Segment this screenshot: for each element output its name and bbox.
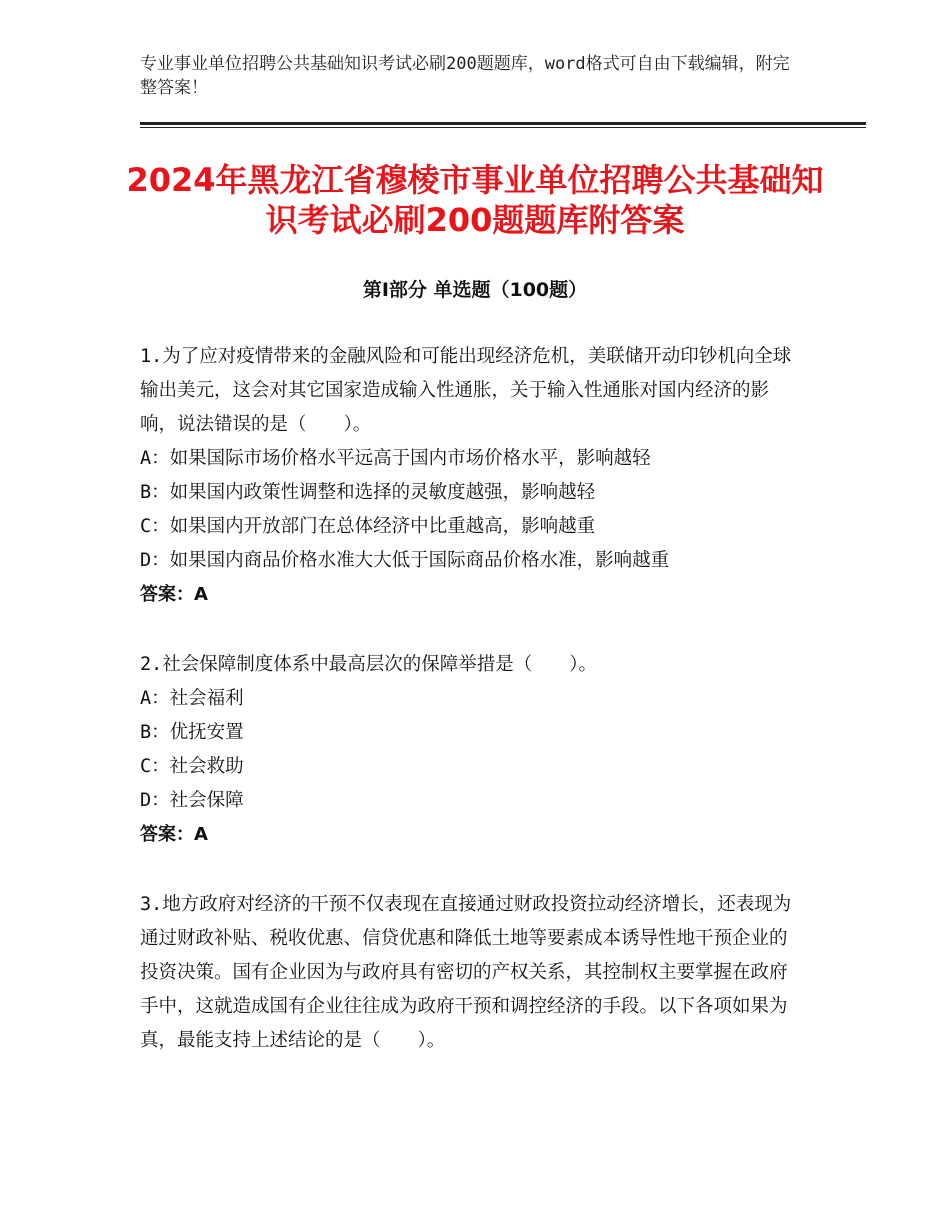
- answer-label: 答案：A: [140, 824, 208, 845]
- section-heading: 第Ⅰ部分 单选题（100题）: [362, 279, 588, 301]
- document-title: 2024年黑龙江省穆棱市事业单位招聘公共基础知识考试必刷200题题库附答案: [126, 161, 824, 239]
- option-b: B：如果国内政策性调整和选择的灵敏度越强，影响越轻: [140, 482, 596, 503]
- question-stem: 2.社会保障制度体系中最高层次的保障举措是（ ）。: [140, 654, 598, 675]
- question-1: [140, 340, 805, 612]
- question-2: [140, 648, 805, 852]
- header-divider-thick: [140, 122, 866, 125]
- option-c: C：如果国内开放部门在总体经济中比重越高，影响越重: [140, 516, 596, 537]
- option-a: A：社会福利: [140, 688, 244, 709]
- question-stem: 3.地方政府对经济的干预不仅表现在直接通过财政投资拉动经济增长，还表现为通过财政补贴、税收优惠、信贷优惠和降低土地等要素成本诱导性地干预企业的投资决策。国有企业因为与政府具有密切的产权关系，其控制权主要掌握在政府手中，这就造成国有企业往往成为政府干预和调控经济的手段。以下各项如果为真，最能支持上述结论的是（ ）。: [140, 894, 792, 1051]
- option-d: D：社会保障: [140, 790, 244, 811]
- answer-label: 答案：A: [140, 584, 208, 605]
- question-3: [140, 888, 805, 1058]
- header-divider-thin: [140, 127, 866, 128]
- option-c: C：社会救助: [140, 756, 244, 777]
- question-stem: 1.为了应对疫情带来的金融风险和可能出现经济危机，美联储开动印钞机向全球输出美元，这会对其它国家造成输入性通胀，关于输入性通胀对国内经济的影响，说法错误的是（ ）。: [140, 346, 792, 435]
- option-d: D：如果国内商品价格水准大大低于国际商品价格水准，影响越重: [140, 550, 670, 571]
- option-a: A：如果国际市场价格水平远高于国内市场价格水平，影响越轻: [140, 448, 651, 469]
- option-b: B：优抚安置: [140, 722, 244, 743]
- header-note: 专业事业单位招聘公共基础知识考试必刷200题题库，word格式可自由下载编辑，附完整答案！: [140, 54, 790, 98]
